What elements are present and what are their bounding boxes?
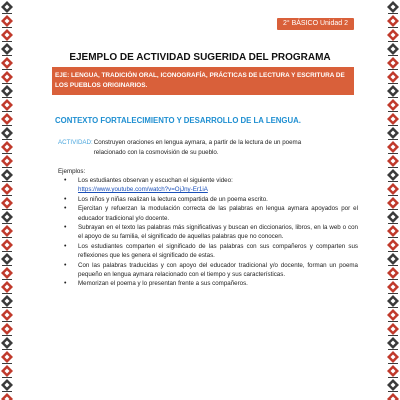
video-link[interactable]: https://www.youtube.com/watch?v=OjJny-Er1iA bbox=[78, 186, 208, 194]
border-bar bbox=[388, 377, 398, 378]
border-bar bbox=[2, 41, 12, 42]
border-bar bbox=[388, 41, 398, 42]
border-bar bbox=[388, 321, 398, 322]
list-item: • Los estudiantes comparten el significado de las palabras con sus compañeros y comparten sus reflexiones que les genera el significado de estas. bbox=[58, 242, 358, 261]
border-bar bbox=[388, 13, 398, 14]
list-item bbox=[58, 176, 358, 195]
page-title: EJEMPLO DE ACTIVIDAD SUGERIDA DEL PROGRAMA bbox=[69, 52, 331, 63]
section-title: CONTEXTO FORTALECIMIENTO Y DESARROLLO DE LA LENGUA. bbox=[55, 116, 301, 125]
border-bar bbox=[388, 69, 398, 70]
border-bar bbox=[2, 97, 12, 98]
border-bar bbox=[388, 293, 398, 294]
border-bar bbox=[2, 209, 12, 210]
list-item: • Con las palabras traducidas y con apoyo del educador tradicional y/o docente, forman un poema pequeño en lengua aymara relacionado con el tiempo y sus características. bbox=[58, 261, 358, 280]
list-item-text: Los estudiantes observan y escuchan el siguiente video: bbox=[78, 177, 233, 184]
list-item: • Subrayan en el texto las palabras más significativas y buscan en diccionarios, libros, en la web o con el apoyo de su familia, el significado de aquellas palabras que no conocen. bbox=[58, 223, 358, 242]
border-bar bbox=[388, 83, 398, 84]
border-bar bbox=[2, 377, 12, 378]
border-bar bbox=[2, 251, 12, 252]
border-bar bbox=[2, 237, 12, 238]
ejemplos-label: Ejemplos: bbox=[58, 168, 86, 175]
border-bar bbox=[2, 195, 12, 196]
border-bar bbox=[388, 97, 398, 98]
border-bar bbox=[388, 181, 398, 182]
border-bar bbox=[388, 307, 398, 308]
border-bar bbox=[2, 13, 12, 14]
border-bar bbox=[2, 153, 12, 154]
list-item: • Ejercitan y refuerzan la modulación correcta de las palabras en lengua aymara apoyados por el educador tradicional y/o docente. bbox=[58, 204, 358, 223]
border-bar bbox=[388, 111, 398, 112]
border-bar bbox=[388, 27, 398, 28]
border-bar bbox=[2, 363, 12, 364]
actividad-label: ACTIVIDAD: bbox=[58, 139, 93, 146]
border-bar bbox=[388, 391, 398, 392]
list-item: • Memorizan el poema y lo presentan frente a sus compañeros. bbox=[58, 279, 358, 288]
border-bar bbox=[2, 223, 12, 224]
border-bar bbox=[2, 279, 12, 280]
border-bar bbox=[2, 111, 12, 112]
border-bar bbox=[388, 153, 398, 154]
border-bar bbox=[388, 279, 398, 280]
border-bar bbox=[2, 125, 12, 126]
border-bar bbox=[2, 69, 12, 70]
border-bar bbox=[388, 209, 398, 210]
actividad-block bbox=[58, 138, 358, 157]
border-bar bbox=[2, 265, 12, 266]
border-bar bbox=[388, 237, 398, 238]
border-bar bbox=[388, 223, 398, 224]
border-bar bbox=[388, 265, 398, 266]
border-bar bbox=[2, 293, 12, 294]
border-bar bbox=[388, 363, 398, 364]
border-bar bbox=[2, 167, 12, 168]
border-bar bbox=[2, 181, 12, 182]
actividad-text: Construyen oraciones en lengua aymara, a partir de la lectura de un poema relacionado con la cosmovisión de su pueblo. bbox=[93, 139, 302, 156]
border-bar bbox=[2, 83, 12, 84]
border-bar bbox=[388, 195, 398, 196]
border-bar bbox=[388, 251, 398, 252]
border-bar bbox=[2, 321, 12, 322]
border-bar bbox=[2, 307, 12, 308]
border-bar bbox=[388, 139, 398, 140]
border-bar bbox=[388, 349, 398, 350]
border-bar bbox=[388, 125, 398, 126]
border-bar bbox=[2, 139, 12, 140]
border-bar bbox=[388, 167, 398, 168]
border-bar bbox=[2, 391, 12, 392]
border-bar bbox=[2, 27, 12, 28]
eje-banner: EJE: LENGUA, TRADICIÓN ORAL, ICONOGRAFÍA, PRÁCTICAS DE LECTURA Y ESCRITURA DE LOS PUEBLOS ORIGINARIOS. bbox=[52, 67, 354, 95]
border-bar bbox=[2, 349, 12, 350]
border-bar bbox=[388, 335, 398, 336]
border-bar bbox=[2, 335, 12, 336]
examples-list bbox=[58, 176, 358, 289]
list-item: • Los niños y niñas realizan la lectura compartida de un poema escrito. bbox=[58, 195, 358, 204]
grade-unit-badge: 2° BÁSICO Unidad 2 bbox=[277, 18, 354, 30]
